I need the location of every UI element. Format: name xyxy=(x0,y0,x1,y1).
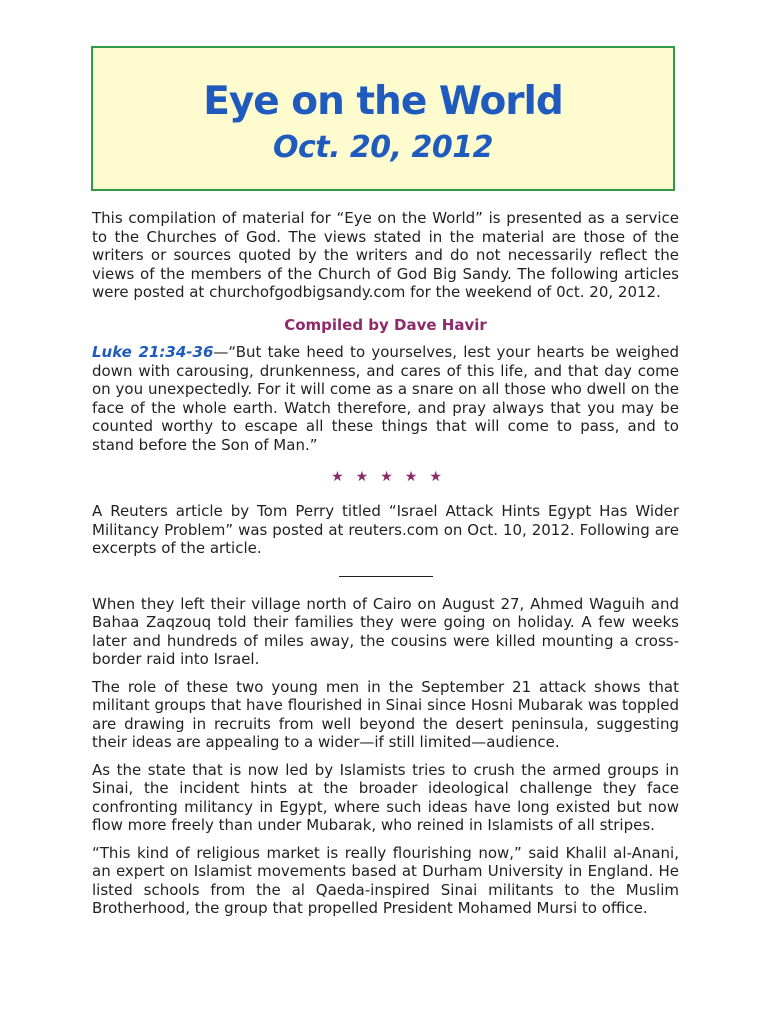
article-paragraph: As the state that is now led by Islamists tries to crush the armed groups in Sinai, the incident hints at the broader ideological challenge they face confronting militancy in Egypt, where such ideas have long existed but now flow more freely than under Mubarak, who reined in Islamists of all stripes. xyxy=(92,760,679,834)
intro-paragraph: This compilation of material for “Eye on the World” is presented as a service to the Churches of God. The views stated in the material are those of the writers or sources quoted by the writers and do not necessarily reflect the views of the members of the Church of God Big Sandy. The following articles were posted at churchofgodbigsandy.com for the weekend of 0ct. 20, 2012. xyxy=(92,209,679,301)
issue-date: Oct. 20, 2012 xyxy=(272,130,494,165)
star-separator: ★★★★★ xyxy=(331,469,454,485)
title-box xyxy=(91,46,675,191)
scripture-paragraph xyxy=(92,343,679,454)
article-paragraph: “This kind of religious market is really flourishing now,” said Khalil al-Anani, an expert on Islamist movements based at Durham University in England. He listed schools from the al Qaeda-inspired Sinai militants to the Muslim Brotherhood, the group that propelled President Mohamed Mursi to office. xyxy=(92,843,679,917)
section-rule xyxy=(339,576,433,577)
document-body xyxy=(92,209,679,927)
scripture-text: —“But take heed to yourselves, lest your hearts be weighed down with carousing, drunkenness, and cares of this life, and that day come on you unexpectedly. For it will come as a snare on all those who dwell on the face of the whole earth. Watch therefore, and pray always that you may be counted worthy to escape all these things that will come to pass, and to stand before the Son of Man.” xyxy=(92,343,679,454)
article-lead: A Reuters article by Tom Perry titled “Israel Attack Hints Egypt Has Wider Militancy Problem” was posted at reuters.com on Oct. 10, 2012. Following are excerpts of the article. xyxy=(92,502,679,557)
article-paragraph: When they left their village north of Cairo on August 27, Ahmed Waguih and Bahaa Zaqzouq told their families they were going on holiday. A few weeks later and hundreds of miles away, the cousins were killed mounting a cross-border raid into Israel. xyxy=(92,594,679,668)
article-paragraph: The role of these two young men in the September 21 attack shows that militant groups that have flourished in Sinai since Hosni Mubarak was toppled are drawing in recruits from well beyond the desert peninsula, suggesting their ideas are appealing to a wider—if still limited—audience. xyxy=(92,677,679,751)
scripture-reference: Luke 21:34-36 xyxy=(92,343,214,361)
compiled-by: Compiled by Dave Havir xyxy=(284,315,487,334)
page-title: Eye on the World xyxy=(203,79,563,124)
